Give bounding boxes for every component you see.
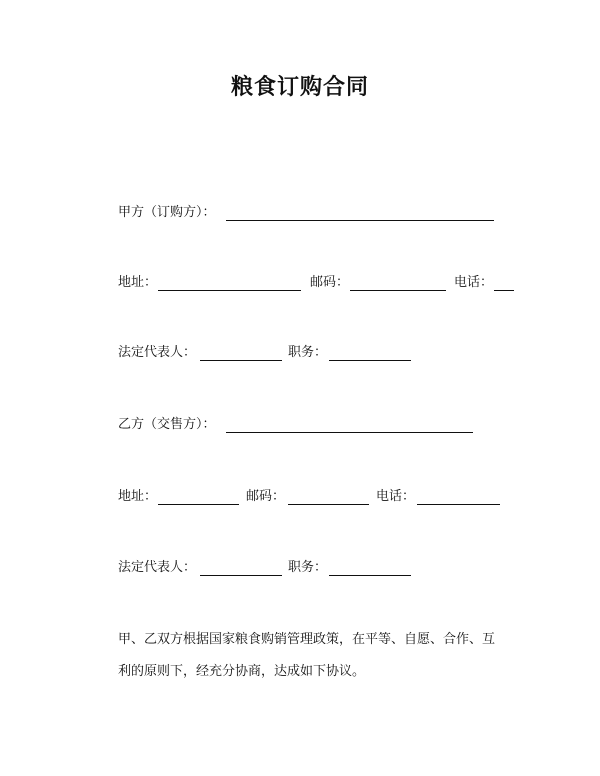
party-a-phone-label: 电话： <box>454 275 494 290</box>
party-a-name-row <box>118 203 518 223</box>
party-a-postcode-label: 邮码： <box>310 275 350 290</box>
party-b-name-label: 乙方（交售方）： <box>118 417 216 432</box>
party-a-position-blank[interactable] <box>329 360 411 361</box>
intro-paragraph-line-2: 利的原则下，经充分协商，达成如下协议。 <box>118 664 366 679</box>
intro-paragraph <box>118 624 510 688</box>
party-b-phone-blank[interactable] <box>417 504 500 505</box>
party-b-postcode-blank[interactable] <box>288 504 369 505</box>
party-a-address-row <box>118 273 518 293</box>
party-b-address-row <box>118 487 518 507</box>
party-b-position-label: 职务： <box>288 560 328 575</box>
party-b-rep-row <box>118 558 518 578</box>
party-a-postcode-blank[interactable] <box>350 290 446 291</box>
party-a-name-label: 甲方（订购方）： <box>118 205 216 220</box>
party-a-phone-blank[interactable] <box>494 290 514 291</box>
party-b-address-blank[interactable] <box>158 504 239 505</box>
intro-paragraph-line-1: 甲、乙双方根据国家粮食购销管理政策，在平等、自愿、合作、互 <box>118 632 496 647</box>
party-b-rep-label: 法定代表人： <box>118 560 197 575</box>
party-a-address-label: 地址： <box>118 275 158 290</box>
party-b-name-blank[interactable] <box>226 432 473 433</box>
document-title: 粮食订购合同 <box>230 75 369 100</box>
party-a-address-blank[interactable] <box>158 290 301 291</box>
party-b-postcode-label: 邮码： <box>246 489 286 504</box>
party-b-position-blank[interactable] <box>329 575 411 576</box>
party-a-rep-blank[interactable] <box>200 360 282 361</box>
party-a-name-blank[interactable] <box>226 220 494 221</box>
party-b-name-row <box>118 415 518 435</box>
party-b-phone-label: 电话： <box>376 489 416 504</box>
party-a-rep-label: 法定代表人： <box>118 345 197 360</box>
party-a-position-label: 职务： <box>288 345 328 360</box>
party-b-rep-blank[interactable] <box>200 575 282 576</box>
party-b-address-label: 地址： <box>118 489 158 504</box>
party-a-rep-row <box>118 343 518 363</box>
